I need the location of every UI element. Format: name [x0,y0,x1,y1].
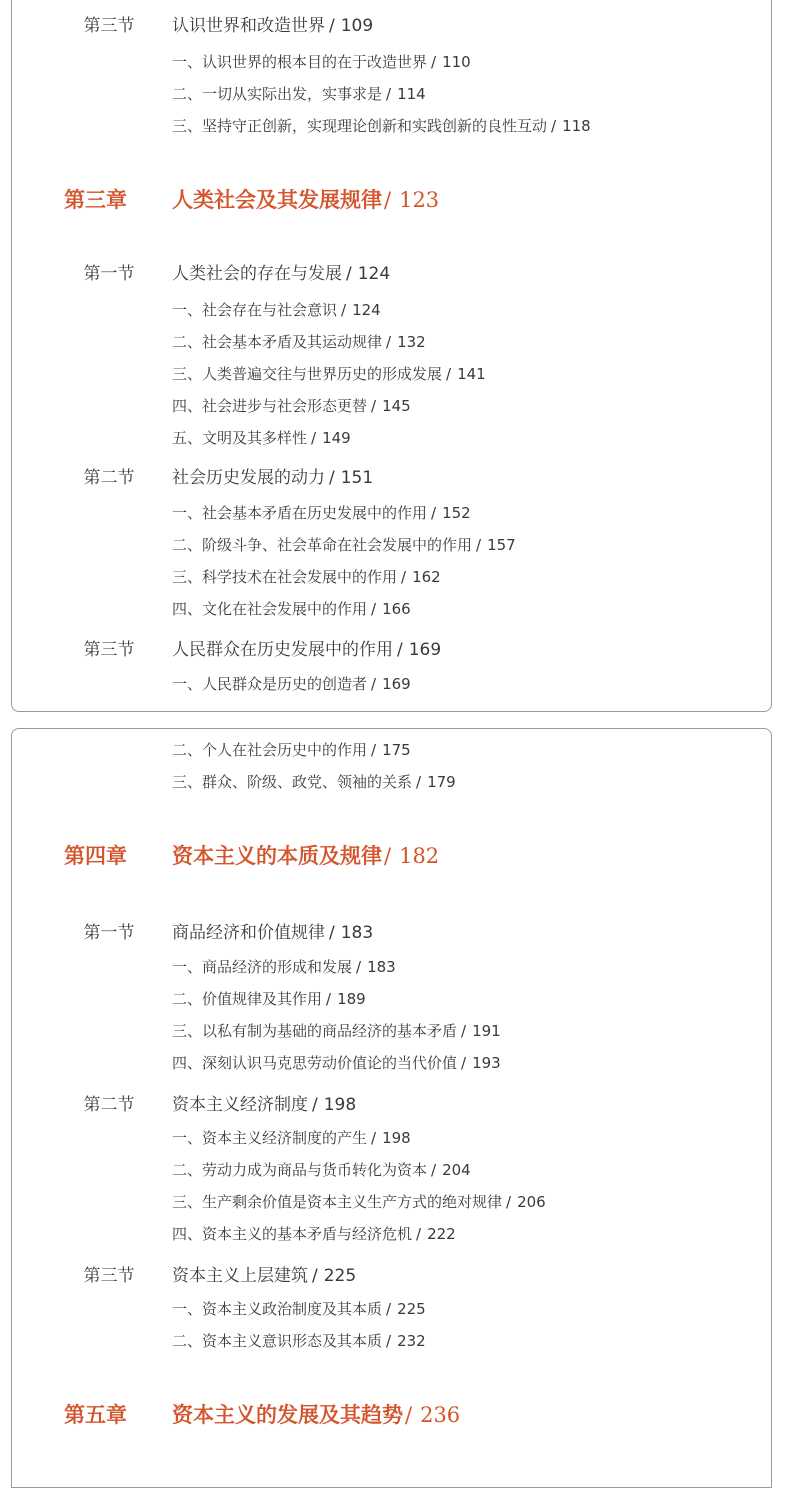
separator-slash: / [416,1225,422,1243]
page-number: 149 [322,429,351,447]
separator-slash: / [341,301,347,319]
toc-section-row[interactable] [12,635,771,659]
separator-slash: / [401,568,407,586]
item-title: 三、群众、阶级、政党、领袖的关系 / 179 [172,773,456,791]
page-number: 124 [352,301,381,319]
toc-item-row[interactable] [12,115,771,137]
page-number: 162 [412,568,441,586]
page-number: 175 [382,741,411,759]
separator-slash: / [386,333,392,351]
toc-item-row[interactable] [12,1020,771,1042]
toc-item-row[interactable] [12,739,771,761]
page-number: 225 [397,1300,426,1318]
page-number: 114 [397,85,426,103]
separator-slash: / [461,1054,467,1072]
separator-slash: / [405,1403,413,1427]
chapter-title: 资本主义的发展及其趋势/ 236 [172,1402,461,1427]
page-number: 193 [472,1054,501,1072]
toc-item-row[interactable] [12,1330,771,1352]
separator-slash: / [356,958,362,976]
toc-item-row[interactable] [12,566,771,588]
page-number: 189 [337,990,366,1008]
separator-slash: / [384,188,392,212]
toc-item-row[interactable] [12,299,771,321]
item-title: 四、深刻认识马克思劳动价值论的当代价值 / 193 [172,1054,501,1072]
section-label: 第一节 [83,264,135,284]
toc-item-row[interactable] [12,331,771,353]
separator-slash: / [371,600,377,618]
separator-slash: / [446,365,452,383]
section-label: 第三节 [83,16,135,36]
separator-slash: / [329,923,335,943]
page-number: 236 [420,1403,461,1427]
section-label: 第二节 [83,468,135,488]
toc-card-2 [11,728,772,1488]
toc-item-row[interactable] [12,988,771,1010]
page-number: 169 [382,675,411,693]
page-number: 198 [323,1095,357,1115]
toc-item-row[interactable] [12,363,771,385]
toc-card-1 [11,0,772,712]
separator-slash: / [476,536,482,554]
item-title: 五、文明及其多样性 / 149 [172,429,351,447]
toc-chapter-row[interactable] [12,840,771,872]
toc-item-row[interactable] [12,1052,771,1074]
toc-section-row[interactable] [12,918,771,942]
toc-item-row[interactable] [12,673,771,695]
page-number: 204 [442,1161,471,1179]
chapter-label: 第三章 [64,187,127,212]
separator-slash: / [312,1095,318,1115]
separator-slash: / [346,264,352,284]
chapter-label: 第四章 [64,843,127,868]
toc-item-row[interactable] [12,395,771,417]
section-title: 资本主义经济制度 / 198 [172,1095,357,1115]
item-title: 四、文化在社会发展中的作用 / 166 [172,600,411,618]
toc-item-row[interactable] [12,51,771,73]
page-number: 225 [323,1266,357,1286]
page-number: 182 [399,844,440,868]
page-number: 141 [457,365,486,383]
separator-slash: / [431,53,437,71]
item-title: 二、社会基本矛盾及其运动规律 / 132 [172,333,426,351]
page-number: 118 [562,117,591,135]
page-number: 145 [382,397,411,415]
separator-slash: / [312,1266,318,1286]
toc-item-row[interactable] [12,427,771,449]
section-title: 资本主义上层建筑 / 225 [172,1266,357,1286]
chapter-label: 第五章 [64,1402,127,1427]
section-label: 第二节 [83,1095,135,1115]
separator-slash: / [371,397,377,415]
toc-item-row[interactable] [12,1159,771,1181]
page-number: 109 [340,16,374,36]
toc-section-row[interactable] [12,11,771,35]
page-number: 152 [442,504,471,522]
item-title: 三、人类普遍交往与世界历史的形成发展 / 141 [172,365,486,383]
separator-slash: / [386,85,392,103]
separator-slash: / [461,1022,467,1040]
separator-slash: / [371,675,377,693]
page-number: 198 [382,1129,411,1147]
separator-slash: / [384,844,392,868]
toc-item-row[interactable] [12,1298,771,1320]
section-title: 人民群众在历史发展中的作用 / 169 [172,640,442,660]
toc-section-row[interactable] [12,463,771,487]
page-number: 124 [357,264,391,284]
toc-item-row[interactable] [12,502,771,524]
separator-slash: / [311,429,317,447]
toc-section-row[interactable] [12,1090,771,1114]
separator-slash: / [551,117,557,135]
toc-item-row[interactable] [12,1127,771,1149]
section-title: 社会历史发展的动力 / 151 [172,468,374,488]
item-title: 一、资本主义经济制度的产生 / 198 [172,1129,411,1147]
toc-chapter-row[interactable] [12,1399,771,1431]
page-number: 132 [397,333,426,351]
toc-item-row[interactable] [12,956,771,978]
item-title: 二、个人在社会历史中的作用 / 175 [172,741,411,759]
toc-chapter-row[interactable] [12,184,771,216]
toc-item-row[interactable] [12,1191,771,1213]
item-title: 一、认识世界的根本目的在于改造世界 / 110 [172,53,471,71]
separator-slash: / [386,1300,392,1318]
toc-item-row[interactable] [12,598,771,620]
toc-item-row[interactable] [12,83,771,105]
item-title: 四、社会进步与社会形态更替 / 145 [172,397,411,415]
item-title: 三、坚持守正创新，实现理论创新和实践创新的良性互动 / 118 [172,117,591,135]
separator-slash: / [506,1193,512,1211]
section-label: 第三节 [83,640,135,660]
chapter-title: 资本主义的本质及规律/ 182 [172,843,440,868]
toc-section-row[interactable] [12,259,771,283]
toc-item-row[interactable] [12,771,771,793]
page-number: 191 [472,1022,501,1040]
separator-slash: / [416,773,422,791]
item-title: 二、价值规律及其作用 / 189 [172,990,366,1008]
item-title: 一、社会基本矛盾在历史发展中的作用 / 152 [172,504,471,522]
separator-slash: / [431,504,437,522]
toc-item-row[interactable] [12,1223,771,1245]
item-title: 四、资本主义的基本矛盾与经济危机 / 222 [172,1225,456,1243]
toc-section-row[interactable] [12,1261,771,1285]
page-number: 157 [487,536,516,554]
separator-slash: / [431,1161,437,1179]
page-number: 169 [408,640,442,660]
separator-slash: / [326,990,332,1008]
page-number: 232 [397,1332,426,1350]
page-number: 151 [340,468,374,488]
item-title: 三、以私有制为基础的商品经济的基本矛盾 / 191 [172,1022,501,1040]
item-title: 一、人民群众是历史的创造者 / 169 [172,675,411,693]
section-title: 认识世界和改造世界 / 109 [172,16,374,36]
chapter-title: 人类社会及其发展规律/ 123 [172,187,440,212]
toc-item-row[interactable] [12,534,771,556]
separator-slash: / [371,741,377,759]
item-title: 三、科学技术在社会发展中的作用 / 162 [172,568,441,586]
item-title: 二、资本主义意识形态及其本质 / 232 [172,1332,426,1350]
separator-slash: / [386,1332,392,1350]
item-title: 一、社会存在与社会意识 / 124 [172,301,381,319]
section-label: 第三节 [83,1266,135,1286]
section-label: 第一节 [83,923,135,943]
page-number: 166 [382,600,411,618]
separator-slash: / [371,1129,377,1147]
page-number: 183 [340,923,374,943]
separator-slash: / [397,640,403,660]
item-title: 三、生产剩余价值是资本主义生产方式的绝对规律 / 206 [172,1193,546,1211]
item-title: 二、劳动力成为商品与货币转化为资本 / 204 [172,1161,471,1179]
item-title: 二、阶级斗争、社会革命在社会发展中的作用 / 157 [172,536,516,554]
section-title: 人类社会的存在与发展 / 124 [172,264,391,284]
page-number: 183 [367,958,396,976]
separator-slash: / [329,16,335,36]
separator-slash: / [329,468,335,488]
page-number: 206 [517,1193,546,1211]
section-title: 商品经济和价值规律 / 183 [172,923,374,943]
page-number: 123 [399,188,440,212]
page-number: 222 [427,1225,456,1243]
item-title: 二、一切从实际出发，实事求是 / 114 [172,85,426,103]
page-number: 110 [442,53,471,71]
item-title: 一、资本主义政治制度及其本质 / 225 [172,1300,426,1318]
page-number: 179 [427,773,456,791]
item-title: 一、商品经济的形成和发展 / 183 [172,958,396,976]
